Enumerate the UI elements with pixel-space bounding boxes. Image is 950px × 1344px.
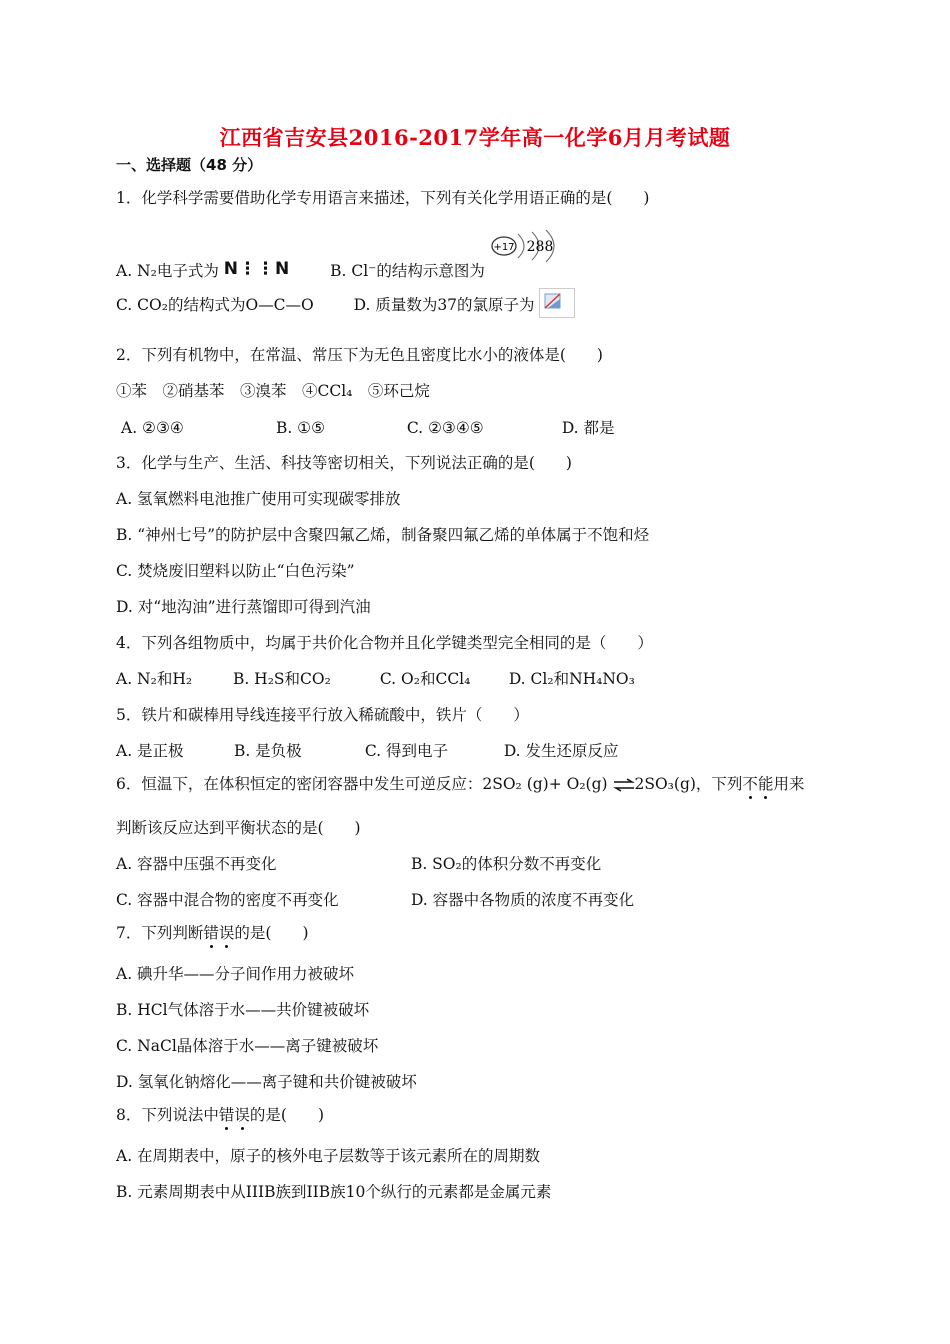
q8-stem-pre: 8．下列说法中 (116, 1106, 219, 1124)
q2-items: ①苯 ②硝基苯 ③溴苯 ④CCl₄ ⑤环己烷 (116, 382, 430, 400)
q5-option-c: C. 得到电子 (364, 742, 449, 760)
broken-image-icon (539, 288, 575, 318)
q6-option-d: D. 容器中各物质的浓度不再变化 (410, 891, 635, 909)
q7-option-d: D. 氢氧化钠熔化——离子键和共价键被破坏 (116, 1073, 417, 1091)
q3-option-c: C. 焚烧废旧塑料以防止“白色污染” (116, 562, 355, 580)
q4-option-b: B. H₂S和CO₂ (232, 670, 331, 688)
q7-stem (116, 923, 309, 943)
q4-stem: 4．下列各组物质中，均属于共价化合物并且化学键类型完全相同的是（ ） (116, 634, 653, 652)
q6-emphasis-not: 不 (742, 775, 758, 793)
q8-option-a: A. 在周期表中，原子的核外电子层数等于该元素所在的周期数 (116, 1147, 541, 1165)
q2-stem: 2．下列有机物中，在常温、常压下为无色且密度比水小的液体是( ) (116, 346, 603, 364)
q6-options-ab (116, 854, 601, 874)
page-title: 江西省吉安县2016-2017学年高一化学6月月考试题 (219, 125, 731, 150)
q5-option-a: A. 是正极 (116, 742, 184, 760)
q6-stem-post: 2SO₃(g)，下列 (634, 775, 743, 793)
nucleus-charge: +17 (493, 242, 515, 253)
q1-option-a: A. N₂电子式为 (116, 262, 219, 280)
q4-option-a: A. N₂和H₂ (116, 670, 193, 688)
q3-option-b: B. “神州七号”的防护层中含聚四氟乙烯，制备聚四氟乙烯的单体属于不饱和烃 (116, 526, 650, 544)
equilibrium-arrow-icon (613, 777, 635, 797)
q5-options (116, 741, 619, 761)
q2-option-d: D. 都是 (561, 419, 615, 437)
q2-option-c: C. ②③④⑤ (406, 419, 484, 437)
q8-stem (116, 1105, 324, 1125)
q1-stem: 1．化学科学需要借助化学专用语言来描述，下列有关化学用语正确的是( ) (116, 189, 650, 207)
q7-option-c: C. NaCl晶体溶于水——离子键被破坏 (116, 1037, 379, 1055)
q2-option-a: A. ②③④ (121, 419, 184, 437)
q8-emphasis-1: 错 (218, 1106, 235, 1124)
n2-electron-formula: N⋮⋮N (223, 259, 291, 279)
section-heading: 一、选择题（48 分） (116, 156, 263, 174)
q6-option-a: A. 容器中压强不再变化 (116, 855, 277, 873)
q1-option-c: C. CO₂的结构式为O—C—O (116, 296, 314, 314)
q6-option-b: B. SO₂的体积分数不再变化 (410, 855, 602, 873)
q1-option-b: B. Cl⁻的结构示意图为 (330, 262, 485, 280)
q5-stem: 5．铁片和碳棒用导线连接平行放入稀硫酸中，铁片（ ） (116, 706, 529, 724)
q2-options (121, 418, 615, 438)
q1-option-d: D. 质量数为37的氯原子为 (353, 296, 535, 314)
q7-emphasis-2: 误 (218, 924, 235, 942)
q8-stem-post: 的是( ) (249, 1106, 325, 1124)
q6-stem-end: 用来 (773, 775, 805, 793)
q8-option-b: B. 元素周期表中从IIIB族到IIB族10个纵行的元素都是金属元素 (116, 1183, 552, 1201)
q8-emphasis-2: 误 (234, 1106, 250, 1124)
q4-option-c: C. O₂和CCl₄ (379, 670, 471, 688)
q6-stem-pre: 6．恒温下，在体积恒定的密闭容器中发生可逆反应：2SO₂ (g)+ O₂(g) (116, 775, 613, 793)
q5-option-d: D. 发生还原反应 (503, 742, 619, 760)
q6-options-cd (116, 890, 634, 910)
chloride-ion-structure-diagram (490, 239, 564, 278)
q7-stem-post: 的是( ) (234, 924, 309, 942)
q6-stem-line2: 判断该反应达到平衡状态的是( ) (116, 819, 361, 837)
q7-stem-pre: 7．下列判断 (116, 924, 204, 942)
electron-shells: 288 (526, 239, 554, 255)
q3-option-d: D. 对“地沟油”进行蒸馏即可得到汽油 (116, 598, 371, 616)
q5-option-b: B. 是负极 (233, 742, 302, 760)
q2-option-b: B. ①⑤ (275, 419, 325, 437)
q4-option-d: D. Cl₂和NH₄NO₃ (508, 670, 635, 688)
q6-option-c: C. 容器中混合物的密度不再变化 (116, 891, 339, 909)
q3-stem: 3．化学与生产、生活、科技等密切相关，下列说法正确的是( ) (116, 454, 572, 472)
q7-option-a: A. 碘升华——分子间作用力被破坏 (116, 965, 355, 983)
q3-option-a: A. 氢氧燃料电池推广使用可实现碳零排放 (116, 490, 401, 508)
q7-option-b: B. HCl气体溶于水——共价键被破坏 (116, 1001, 370, 1019)
q1-options-cd (116, 288, 575, 318)
q6-stem (116, 774, 804, 797)
q1-options-ab (116, 239, 564, 281)
q7-emphasis-1: 错 (203, 924, 219, 942)
q4-options (116, 669, 635, 689)
q6-emphasis-can: 能 (757, 775, 774, 793)
